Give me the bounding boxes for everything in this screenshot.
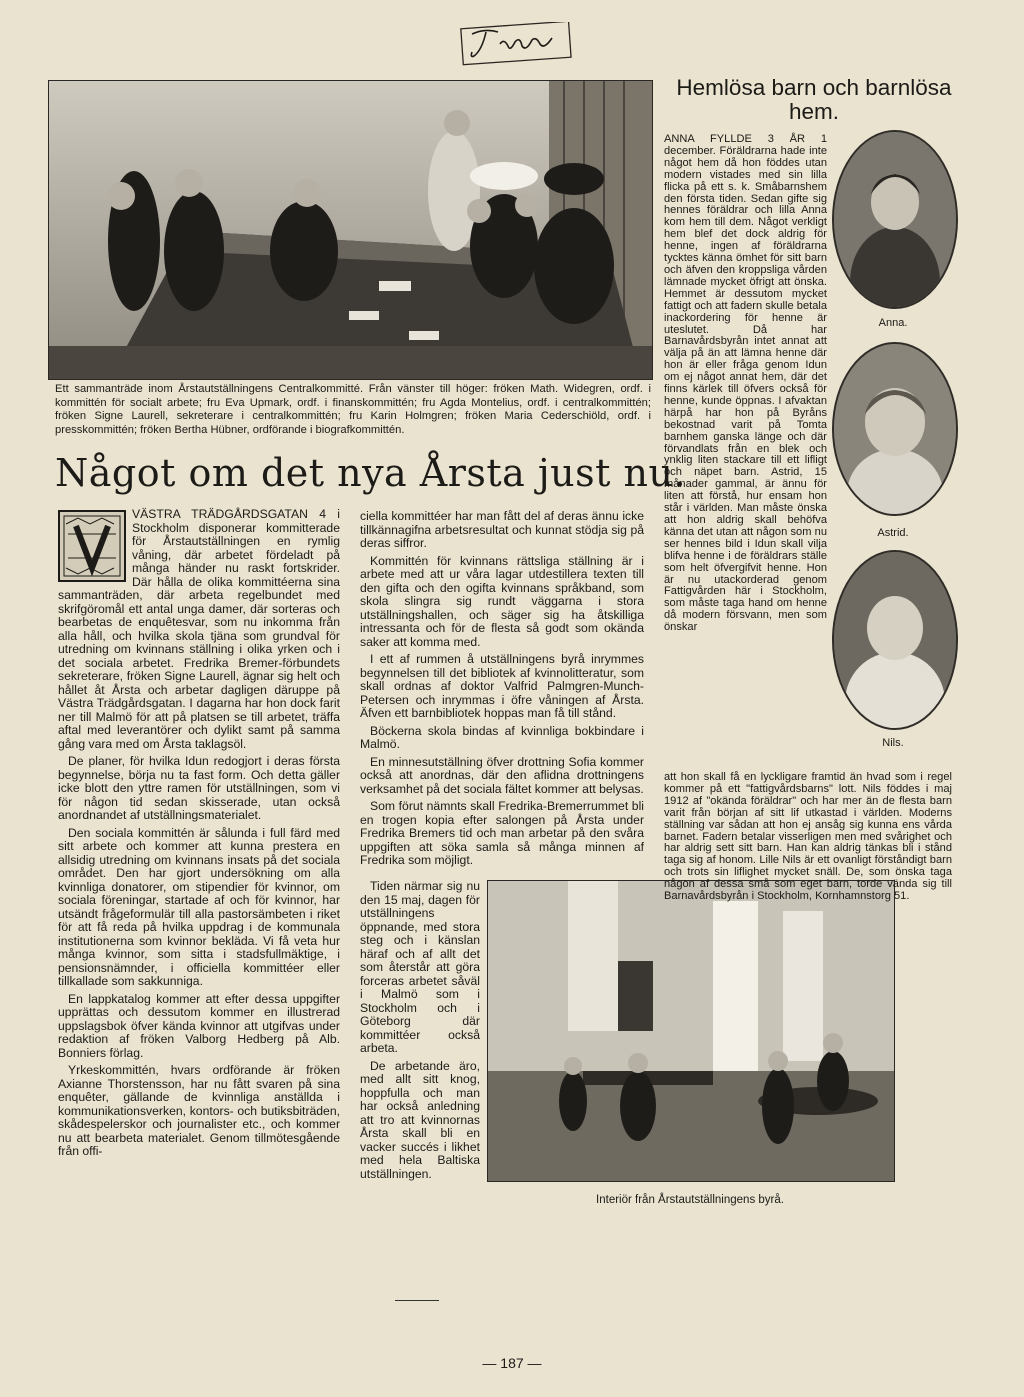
article-column-2 [360, 510, 644, 872]
article-paragraph: De planer, för hvilka Idun redogjort i deras första begynnelse, börja nu ta fast form. Och detta gäller icke blott den yttre ramen för utställningen, som vi för någon tid sedan skisserade, utan också anordnandet af utställningsmaterialet. [58, 754, 340, 822]
sidebar-intro: ANNA FYLLDE 3 ÅR 1 december. Föräldrarna hade inte något hem då hon föddes utan modern vistades med sin lilla flicka på ett s. k. Småbarnshem den första tiden. Sedan gifte sig hennes föräldrar och lilla Anna kom hem till dem. Något verkligt hem blef det dock aldrig för henne, ingen af föräldrarna tycktes känna ömhet för sitt barn och äfven den kroppsliga vården lämnade mycket öfrigt att önska. Hemmet är dessutom mycket fattigt och att fadern skulle betala inackordering för henne är uteslutet. Då har Barnavårdsbyrån intet annat att välja på än att lämna henne där hon är eller fråga genom Idun om ej något annat hem, där det finns kärlek till öfvers också för henne, kunde öppnas. I afvaktan härpå har hon på Byråns bekostnad varit på Tomta barnhem ganska länge och där förvandlats från en blek och ynklig liten stackare till ett lifligt och näpet barn. Astrid, 15 månader gammal, är ännu för liten att förstå, hur ensam hon står i världen. Man måste önska att hon aldrig skall behöfva känna det utan att någon som nu ser hennes bild i Idun skall vilja blifva henne i de föräldrars ställe som helt öfvergifvit henne. Hon är nu utackorderad genom Fattigvården här i Stockholm, som måste taga hand om henne då modern försvann, men som önskar [664, 133, 827, 634]
article-paragraph: Tiden närmar sig nu den 15 maj, dagen för utställningens öppnande, med stora steg och i känslan häraf och af allt det som återstår att göra forceras arbetet såväl i Malmö som i Stockholm och i Göteborg där kommittéer också arbeta. [360, 879, 480, 1055]
article-paragraph: Yrkeskommittén, hvars ordförande är fröken Axianne Thorstensson, har nu fått svaren på sina enquêter, gällande de kvinnliga anställda i kommunikationsverken, kontors- och butiksbiträden, skådespelerskor och journalister etc., och kommer nu att bearbeta materialet. Genom tillmötesgående från offi- [58, 1063, 340, 1158]
interior-photo [487, 880, 895, 1182]
decorative-initial-v [58, 510, 126, 582]
article-paragraph: En minnesutställning öfver drottning Sofia kommer också att anordnas, där den aflidna drottningens verksamhet på det sociala fältet kommer att belysas. [360, 754, 644, 796]
sidebar-continued: att hon skall få en lyckligare framtid än hvad som i regel kommer på ett "fattigvårdsbarns" lott. Nils föddes i maj 1912 af "okända föräldrar" och har mer än de flesta barn varit från början af sitt lif utkastad i världen. Moderns ställning var sådan att hon ej ansåg sig kunna ens vårda barnet. Fadern betalar visserligen men med svårighet och har aldrig sett sitt barn. Han kan aldrig tänkas bli i stånd taga sig af honom. Lille Nils är ett ovanligt förståndigt barn och trots sin liflighet mycket snäll. De, som önska taga någon af dessa små som eget barn, torde vända sig till Barnavårdsbyrån i Stockholm, Kornhamnstorg 51. [664, 771, 952, 903]
article-headline: Något om det nya Årsta just nu. [55, 451, 687, 495]
article-paragraph: Kommittén för kvinnans rättsliga ställning är i arbete med att ur våra lagar utdestillera texten till den gifta och den ogifta kvinnans språkband, som skola slingra sig rundt väggarna i stora utställningshallen, och säger sig ha åtskilliga intressanta och för de flesta så godt som okända saker att komma med. [360, 553, 644, 649]
meeting-photo [48, 80, 653, 380]
article-paragraph: VÄSTRA TRÄDGÅRDSGATAN 4 i Stockholm disponerar kommitterade för Årstautställningen en rymlig våning, där arbetet fördeladt på många händer nu raskt fortskrider. Där hålla de olika kommittéerna sina sammanträden, där arbeta regelbundet med skrifgöromål ett antal unga damer, där sorteras och bearbetas de enquêtesvar, som nu inkomma från alla håll, och hvilka skola tjäna som grundval för utredning om kvinnans ställning i olika yrken och i det sociala arbetet. Fredrika Bremer-förbundets sekreterare, fröken Signe Laurell, ägnar sig helt och hållet åt Årsta och arbetar dagligen däruppe på Västra Trädgårdsgatan. I dagarna har hon dock farit ner till Malmö för att på platsen se till arbetet, träffa aftal med leverantörer och dylikt samt på samma gång vara med om Årsta taklagsöl. [58, 507, 340, 751]
meeting-photo-illustration [49, 81, 652, 379]
article-paragraph: Som förut nämnts skall Fredrika-Bremerrummet bli en trogen kopia efter salongen på Årsta under Fredrika Bremers tid och man arbetar på den svåra uppgiften att söka samla så många minnen af Fredrika som möjligt. [360, 799, 644, 867]
meeting-photo-caption: Ett sammanträde inom Årstautställningens Centralkommitté. Från vänster till höger: fröken Math. Widegren, ordf. i kommittén för socialt arbete; fru Eva Upmark, ordf. i finanskommittén; fru Agda Montelius, ordf. i centralkommittén; fröken Signe Laurell, sekreterare i centralkommittén; fru Karin Holmgren; fröken Maria Cederschiöld, ordf. i presskommittén; fröken Bertha Hübner, ordförande i biografkommittén. [55, 383, 651, 436]
article-paragraph: I ett af rummen å utställningens byrå inrymmes begynnelsen till det bibliotek af kvinnolitteratur, som skall ordnas af doktor Valfrid Palmgren-Munch-Petersen och inrymmas i öfre våningen af Årsta. Äfven ett barnbibliotek hoppas man få till stånd. [360, 652, 644, 720]
section-divider [395, 1300, 439, 1301]
portrait-caption: Astrid. [877, 527, 909, 539]
portrait-caption: Nils. [882, 737, 904, 749]
portrait-caption: Anna. [878, 317, 908, 329]
article-paragraph: Böckerna skola bindas af kvinnliga bokbindare i Malmö. [360, 723, 644, 751]
portrait-anna [832, 130, 958, 309]
article-paragraph: Den sociala kommittén är sålunda i full färd med sitt arbete och kommer att kunna prestera en allsidig utredning om kvinnans insats på det sociala området. Den har gjort undersökning om alla kvinnliga donatorer, om stipendier för kvinnor, om sociala föreningar, startade af och för kvinnor, har utsändt frågeformulär till alla pastorsämbeten i riket för att få reda på hvilka uppdrag i de kommunala institutionerna som kvinnor bekläda. Vi få veta hur många kvinnor, som sitta i stadsfullmäktige, i pensionsnämnder, i officiella kommittéer eller tillkallade som sakkunniga. [58, 825, 340, 988]
sidebar-title: Hemlösa barn och barnlösa hem. [676, 75, 952, 124]
portrait-nils [832, 550, 958, 730]
interior-photo-illustration [488, 881, 894, 1181]
article-column-3 [360, 880, 480, 1185]
interior-photo-caption: Interiör från Årstautställningens byrå. [596, 1194, 784, 1206]
article-paragraph: De arbetande äro, med allt sitt knog, hoppfulla och man har också anledning att tro att kvinnornas Årsta skall bli en vacker succés i likhet med hela Baltiska utställningen. [360, 1058, 480, 1181]
article-paragraph: En lappkatalog kommer att efter dessa uppgifter upprättas och dessutom kommer en illustrerad uppslagsbok öfver kända kvinnor att utgifvas under redaktion af fröken Valborg Hedberg på Alb. Bonniers förlag. [58, 991, 340, 1060]
handwritten-signature [460, 22, 575, 66]
article-paragraph: ciella kommittéer har man fått del af deras ännu icke tillkännagifna arbetsresultat och kunnat stödja sig på deras siffror. [360, 509, 644, 550]
portrait-astrid [832, 342, 958, 516]
article-column-1 [58, 508, 340, 1163]
page-number: — 187 — [482, 1355, 542, 1371]
